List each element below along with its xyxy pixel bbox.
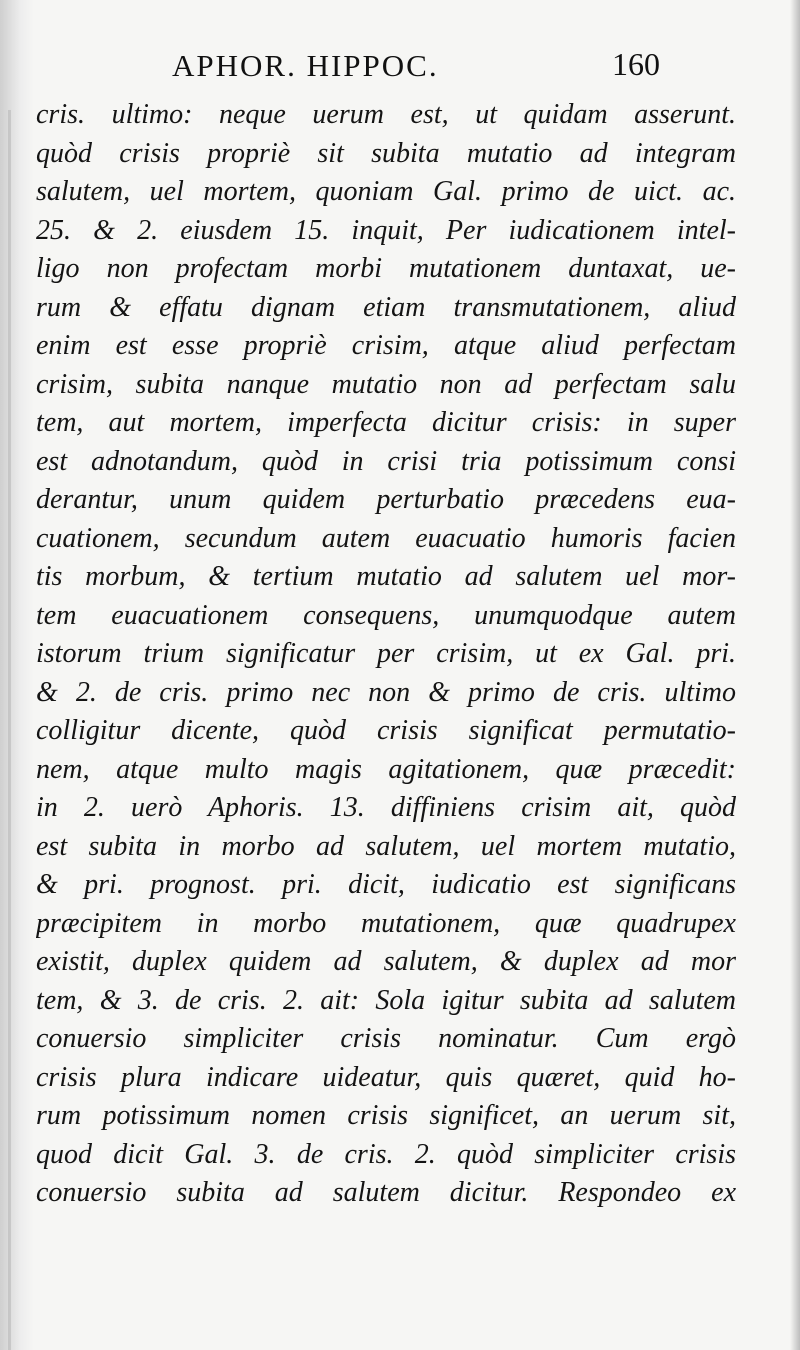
running-head: APHOR. HIPPOC. bbox=[172, 48, 439, 83]
page-edge-line bbox=[8, 110, 11, 1350]
text-line: quòd crisis propriè sit subita mutatio ad integram bbox=[36, 137, 736, 169]
text-line: & 2. de cris. primo nec non & primo de cris. ultimo bbox=[36, 676, 736, 708]
text-line: tem, aut mortem, imperfecta dicitur crisis: in super bbox=[36, 407, 736, 438]
text-line: rum & effatu dignam etiam transmutationem, aliud bbox=[36, 291, 736, 323]
page-number: 160 bbox=[612, 46, 660, 82]
text-line: est adnotandum, quòd in crisi tria potissimum consi bbox=[36, 445, 736, 477]
text-line: præcipitem in morbo mutationem, quæ quadrupex bbox=[36, 907, 736, 939]
text-line: istorum trium significatur per crisim, ut ex Gal. pri. bbox=[36, 638, 736, 669]
text-line: conuersio subita ad salutem dicitur. Respondeo ex bbox=[36, 1177, 736, 1208]
text-line: tem euacuationem consequens, unumquodque autem bbox=[36, 599, 736, 631]
text-line: enim est esse propriè crisim, atque aliud perfectam bbox=[36, 330, 736, 361]
binding-shadow bbox=[0, 0, 34, 1350]
page-header bbox=[0, 44, 800, 94]
text-line: conuersio simpliciter crisis nominatur. Cum ergò bbox=[36, 1023, 736, 1054]
text-line: crisim, subita nanque mutatio non ad perfectam salu bbox=[36, 368, 736, 400]
text-line: cris. ultimo: neque uerum est, ut quidam asserunt. bbox=[36, 99, 736, 130]
text-line: & pri. prognost. pri. dicit, iudicatio est significans bbox=[36, 869, 736, 900]
text-line: nem, atque multo magis agitationem, quæ præcedit: bbox=[36, 753, 736, 785]
text-line: quod dicit Gal. 3. de cris. 2. quòd simpliciter crisis bbox=[36, 1138, 736, 1170]
text-line: tem, & 3. de cris. 2. ait: Sola igitur subita ad salutem bbox=[36, 984, 736, 1016]
text-line: in 2. uerò Aphoris. 13. diffiniens crisim ait, quòd bbox=[36, 792, 736, 823]
page-right-edge bbox=[790, 0, 800, 1350]
text-line: cuationem, secundum autem euacuatio humoris facien bbox=[36, 522, 736, 554]
text-line: rum potissimum nomen crisis significet, an uerum sit, bbox=[36, 1100, 736, 1131]
text-line: 25. & 2. eiusdem 15. inquit, Per iudicationem intel- bbox=[36, 214, 736, 246]
text-line: tis morbum, & tertium mutatio ad salutem uel mor- bbox=[36, 561, 736, 592]
text-line: crisis plura indicare uideatur, quis quæret, quid ho- bbox=[36, 1061, 736, 1093]
text-line: est subita in morbo ad salutem, uel mortem mutatio, bbox=[36, 830, 736, 862]
text-line: existit, duplex quidem ad salutem, & duplex ad mor bbox=[36, 946, 736, 977]
text-line: derantur, unum quidem perturbatio præcedens eua- bbox=[36, 484, 736, 515]
text-line: ligo non profectam morbi mutationem duntaxat, ue- bbox=[36, 253, 736, 284]
text-line: colligitur dicente, quòd crisis significat permutatio- bbox=[36, 715, 736, 746]
text-line: salutem, uel mortem, quoniam Gal. primo de uict. ac. bbox=[36, 176, 736, 207]
body-text bbox=[36, 96, 736, 1213]
